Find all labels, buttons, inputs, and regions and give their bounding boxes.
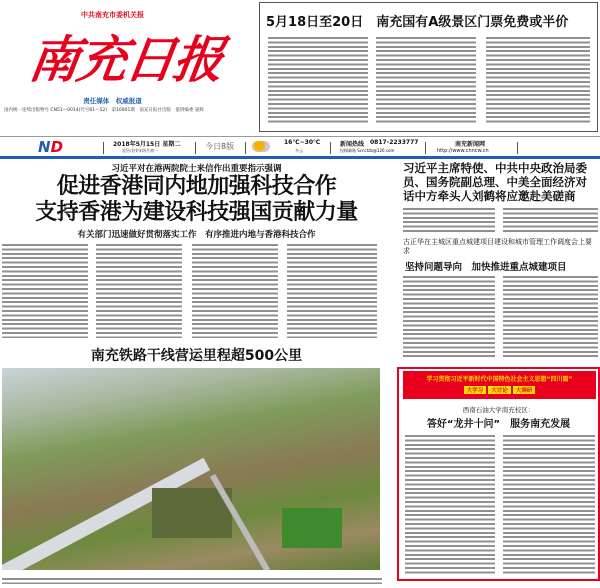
email: 投稿邮箱 Scnctzb@126.com [340,148,395,153]
article-body [268,37,368,125]
newspaper-logo: 南充日报 [25,30,226,89]
feature-title: 答好“龙井十问” 服务南充发展 [426,419,571,430]
article-body [96,244,182,338]
page-count: 今日8版 [205,142,235,151]
right-headline-2: 坚持问题导向 加快推进重点城建项目 [405,262,567,273]
tag: 大学习 [464,386,487,394]
lead-kicker: 习近平对在港两院院士来信作出重要指示强调 [111,164,282,174]
article-body [405,435,495,575]
article-body [503,435,595,575]
right-subhead: 古正华在主城区重点城建项目建设和城市管理工作调度会上要求 [403,238,592,255]
top-story-headline: 5月18日至20日 南充国有A级景区门票免费或半价 [266,15,569,30]
cloudy-icon [252,141,270,152]
site-name: 南充新闻网 [455,141,486,148]
masthead-slogan: 责任媒体 权威报道 [83,97,142,105]
hotline-label: 新闻热线 [340,141,365,148]
lead-subhead: 有关部门迅速做好贯彻落实工作 有序推进内地与香港科技合作 [77,230,316,240]
lead-headline-2: 支持香港为建设科技强国贡献力量 [35,200,358,225]
article-body [403,208,495,234]
temperature: 16℃~30℃ [284,139,321,146]
divider [0,156,600,159]
article-body [403,276,495,358]
article-body [503,276,598,358]
top-story [259,2,598,132]
nd-logo-icon: ND [38,138,64,156]
article-body [2,244,88,338]
rail-headline: 南充铁路干线营运里程超500公里 [90,348,303,364]
article-body [486,37,590,125]
article-body [192,244,278,338]
date: 2018年5月15日 星期二 [113,141,181,148]
site-url[interactable]: http://www.cnncw.cn [437,148,489,154]
article-body [2,578,382,584]
feature-box [397,367,600,581]
banner-title: 学习贯彻习近平新时代中国特色社会主义思想“四川篇” [426,376,573,383]
weather: 多云 [295,148,303,153]
article-body [287,244,377,338]
tag: 大调研 [513,386,536,394]
tag: 大讨论 [488,386,511,394]
masthead-org: 中共南充市委机关报 [81,11,144,19]
lead-headline-1: 促进香港同内地加强科技合作 [56,174,337,199]
lunar-date: 农历戊戌年四月初一 [122,148,158,153]
railway-photo [2,368,380,570]
right-headline: 习近平主席特使、中共中央政治局委员、国务院副总理、中美全面经济对话中方牵头人刘鹤将应邀赴美磋商 [403,161,587,203]
article-body [503,208,598,234]
info-bar [0,136,600,158]
feature-subhead: 西南石油大学南充校区： [462,406,535,414]
article-body [376,37,476,125]
field [282,508,342,548]
publication-info: 国内统一连续出版物号 CN51—0014(代号61—52) 第16901期 南充日报社出版 值班编委 晏辉 [4,108,204,113]
feature-banner [403,371,596,399]
hotline: 0817-2233777 [370,139,419,146]
